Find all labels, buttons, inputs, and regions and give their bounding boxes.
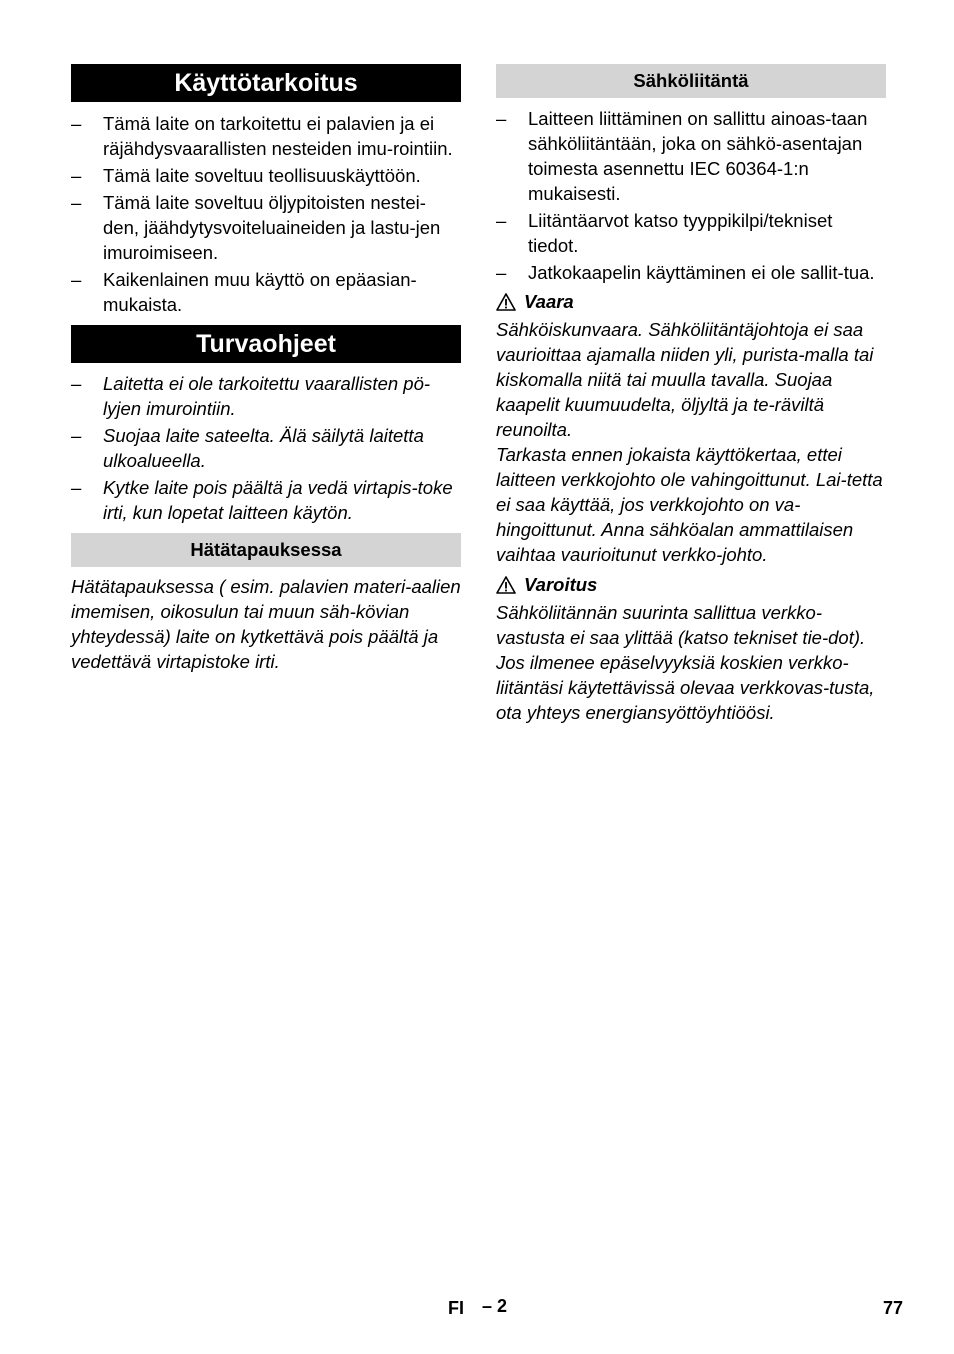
dash-bullet: –	[71, 269, 82, 290]
right-column	[496, 64, 886, 725]
list-item: – Jatkokaapelin käyttäminen ei ole sallit-tua.	[496, 262, 875, 283]
list-item: – Tämä laite soveltuu öljypitoisten nestei-den, jäähdytysvoiteluaineiden ja lastu-jen imuroimiseen.	[71, 192, 441, 263]
list-item: – Tämä laite soveltuu teollisuuskäyttöön.	[71, 165, 421, 186]
danger-heading	[496, 289, 886, 314]
danger-label: Vaara	[524, 291, 574, 312]
warning-triangle-icon	[496, 576, 516, 594]
list-item: – Liitäntäarvot katso tyyppikilpi/tekniset tiedot.	[496, 210, 833, 256]
list-item: – Suojaa laite sateelta. Älä säilytä laitetta ulkoalueella.	[71, 425, 424, 471]
warning-label: Varoitus	[524, 574, 598, 595]
footer-local-page: – 2	[482, 1296, 508, 1316]
warning-text-2: Jos ilmenee epäselvyyksiä koskien verkko-liitäntäsi käytettävissä olevaa verkkovas-tusta, ota yhteys energiansyöttöyhtiöösi.	[496, 652, 875, 723]
list-item: – Kaikenlainen muu käyttö on epäasian-mukaista.	[71, 269, 417, 315]
dash-bullet: –	[496, 108, 507, 129]
safety-list	[71, 371, 461, 525]
danger-text-2: Tarkasta ennen jokaista käyttökertaa, ettei laitteen verkkojohto ole vahingoittunut. Lai-tetta ei saa käyttää, jos verkkojohto on va-hingoittunut. Anna sähköalan ammattilaisen vaihtaa vaurioitunut verkko-johto.	[496, 444, 883, 565]
footer-page-number: 77	[883, 1298, 904, 1318]
list-item: – Kytke laite pois päältä ja vedä virtapis-toke irti, kun lopetat laitteen käytön.	[71, 477, 453, 523]
danger-text-1: Sähköiskunvaara. Sähköliitäntäjohtoja ei saa vaurioittaa ajamalla niiden yli, purista-malla tai kiskomalla niitä tai muulla tavalla. Suojaa kaapelit kuumuudelta, öljyltä ja te-räviltä reunoilta.	[496, 319, 874, 440]
list-item: – Laitetta ei ole tarkoitettu vaarallisten pö-lyjen imurointiin.	[71, 373, 431, 419]
section-title-sahkoliitanta: Sähköliitäntä	[496, 64, 886, 98]
dash-bullet: –	[71, 425, 82, 446]
dash-bullet: –	[71, 192, 82, 213]
dash-bullet: –	[71, 165, 82, 186]
footer-language: FI	[448, 1298, 464, 1318]
section-title-hatatapauksessa: Hätätapauksessa	[71, 533, 461, 567]
warning-text-1: Sähköliitännän suurinta sallittua verkko-vastusta ei saa ylittää (katso tekniset tie-dot).	[496, 602, 866, 648]
list-item: – Tämä laite on tarkoitettu ei palavien ja ei räjähdysvaarallisten nesteiden imu-rointiin.	[71, 113, 453, 159]
electrical-list	[496, 106, 886, 285]
warning-triangle-icon	[496, 293, 516, 311]
list-item: – Laitteen liittäminen on sallittu ainoas-taan sähköliitäntään, joka on sähkö-asentajan toimesta asennettu IEC 60364-1:n mukaisesti.	[496, 108, 868, 204]
dash-bullet: –	[71, 477, 82, 498]
usage-list	[71, 111, 461, 317]
dash-bullet: –	[496, 210, 507, 231]
dash-bullet: –	[496, 262, 507, 283]
section-title-kayttotarkoitus: Käyttötarkoitus	[71, 64, 461, 102]
emergency-text: Hätätapauksessa ( esim. palavien materi-aalien imemisen, oikosulun tai muun säh-kövian yhteydessä) laite on kytkettävä pois päältä ja vedettävä virtapistoke irti.	[71, 576, 461, 672]
dash-bullet: –	[71, 113, 82, 134]
left-column	[71, 64, 461, 674]
section-title-turvaohjeet: Turvaohjeet	[71, 325, 461, 363]
dash-bullet: –	[71, 373, 82, 394]
warning-heading	[496, 572, 886, 597]
